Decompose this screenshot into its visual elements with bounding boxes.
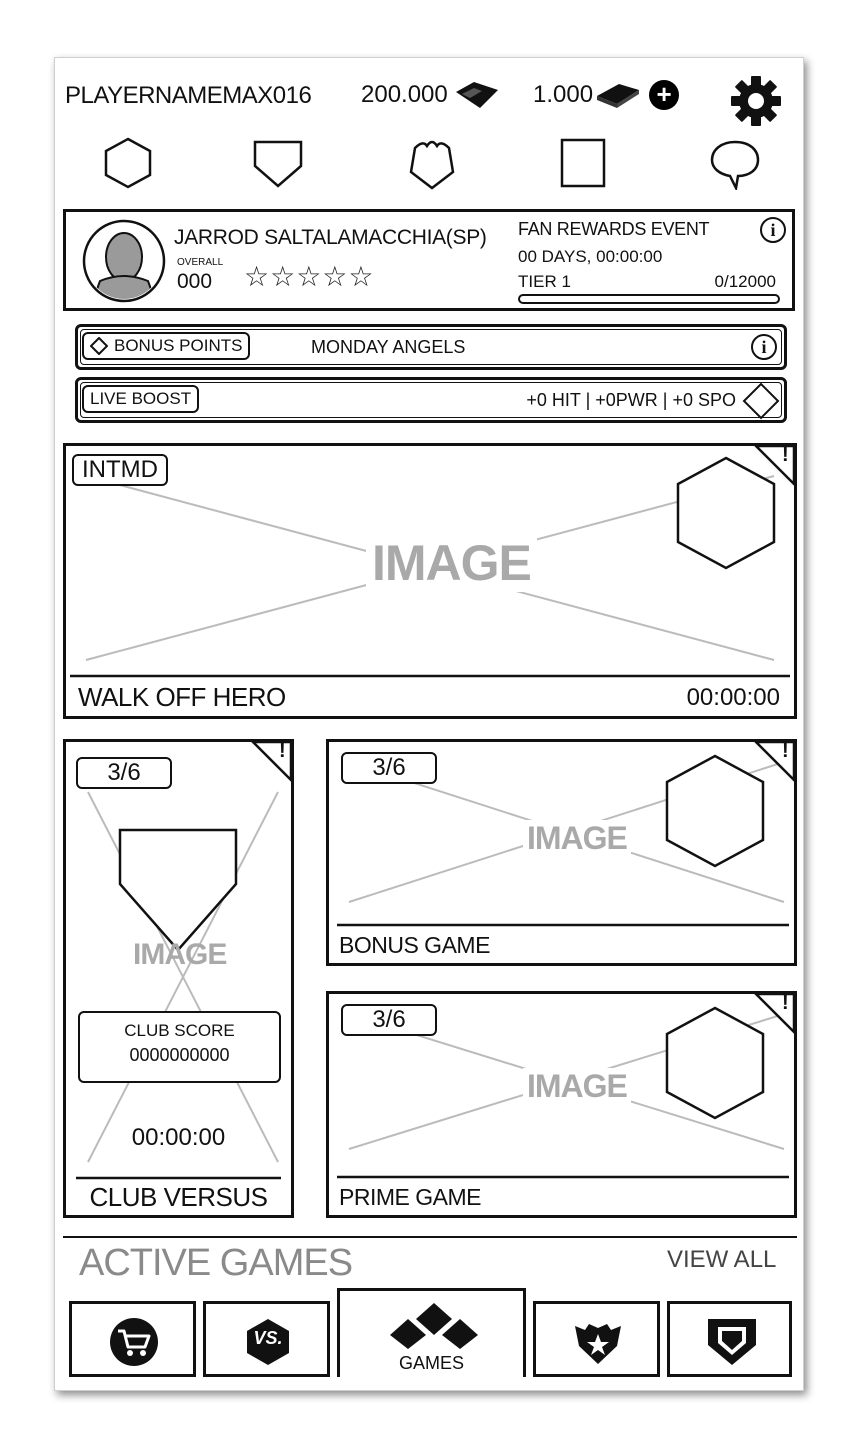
progress-badge: 3/6	[341, 1004, 437, 1036]
home-plate-shield-icon	[706, 1317, 758, 1367]
overall-label: OVERALL	[177, 257, 224, 268]
add-currency-button[interactable]: +	[649, 80, 679, 110]
info-icon[interactable]: i	[760, 217, 786, 243]
alert-icon: !	[782, 740, 789, 762]
progress-badge: 3/6	[76, 757, 172, 789]
event-progress-text: 0/12000	[714, 272, 776, 291]
winged-star-shield-icon	[571, 1316, 625, 1366]
card-timer-text: 00:00:00	[128, 1124, 229, 1151]
games-diamonds-icon	[384, 1301, 484, 1351]
tab-home-plate[interactable]	[667, 1301, 792, 1377]
featured-event-card[interactable]	[63, 443, 797, 719]
shopping-cart-icon	[109, 1317, 159, 1367]
player-name: PLAYERNAMEMAX016	[65, 82, 312, 109]
image-placeholder: IMAGE	[523, 820, 631, 857]
card-title: BONUS GAME	[339, 932, 490, 958]
live-boost-bar[interactable]	[75, 377, 787, 423]
versus-icon-label: VS.	[253, 1328, 283, 1348]
tab-shop[interactable]	[69, 1301, 196, 1377]
boost-stats: +0 HIT | +0PWR | +0 SPO	[526, 390, 736, 410]
progress-badge: 3/6	[341, 752, 437, 784]
club-score-value: 0000000000	[129, 1045, 230, 1065]
currency-b-amount: 1.000	[533, 81, 594, 108]
card-timer: 00:00:00	[686, 684, 780, 711]
event-countdown: 00 DAYS, 00:00:00	[518, 247, 663, 266]
gold-bar-icon	[595, 80, 641, 110]
currency-a	[361, 80, 502, 110]
event-title: FAN REWARDS EVENT	[518, 219, 710, 239]
currency-b	[533, 80, 679, 110]
card-timer	[66, 1124, 291, 1152]
card-title: PRIME GAME	[339, 1184, 481, 1210]
square-icon[interactable]	[556, 136, 610, 190]
club-score-box	[78, 1011, 281, 1083]
overall-value: 000	[177, 270, 213, 293]
club-score-label: CLUB SCORE	[124, 1021, 235, 1040]
diamond-icon	[742, 382, 780, 420]
image-placeholder: IMAGE	[133, 938, 227, 971]
profile-player-name: JARROD SALTALAMACCHIA(SP)	[174, 226, 487, 249]
currency-a-amount: 200.000	[361, 81, 448, 108]
avatar-icon[interactable]	[82, 219, 166, 303]
chat-bubble-icon[interactable]	[708, 136, 762, 190]
settings-gear-icon[interactable]	[729, 74, 783, 128]
view-all-link[interactable]: VIEW ALL	[667, 1246, 777, 1273]
bonus-points-bar[interactable]	[75, 324, 787, 370]
card-title: CLUB VERSUS	[89, 1182, 268, 1212]
tab-versus[interactable]	[203, 1301, 330, 1377]
section-title: ACTIVE GAMES	[79, 1242, 353, 1284]
tab-games[interactable]	[337, 1288, 526, 1377]
image-placeholder: IMAGE	[523, 1068, 631, 1105]
bonus-points-tag	[82, 332, 250, 360]
ticket-icon	[452, 80, 502, 110]
section-divider	[63, 1236, 797, 1238]
club-versus-card[interactable]	[63, 739, 294, 1218]
card-title: WALK OFF HERO	[78, 682, 286, 712]
tab-team[interactable]	[533, 1301, 660, 1377]
star-rating: ☆☆☆☆☆	[244, 261, 375, 292]
live-boost-label: LIVE BOOST	[90, 389, 192, 408]
app-frame	[54, 57, 804, 1391]
event-progress-bar	[518, 294, 780, 304]
alert-icon: !	[782, 992, 789, 1014]
shield-icon[interactable]	[251, 136, 305, 190]
event-tier: TIER 1	[518, 272, 571, 291]
games-tab-label: GAMES	[398, 1353, 464, 1373]
bonus-team-name: MONDAY ANGELS	[311, 337, 466, 357]
hexagon-icon[interactable]	[101, 136, 155, 190]
bonus-info-icon[interactable]: i	[751, 334, 777, 360]
prime-game-card[interactable]	[326, 991, 797, 1218]
live-boost-tag	[82, 385, 199, 413]
diamond-icon	[90, 337, 108, 355]
profile-panel	[63, 209, 795, 311]
alert-icon: !	[279, 740, 286, 762]
bonus-points-label: BONUS POINTS	[114, 336, 243, 355]
image-placeholder: IMAGE	[366, 534, 537, 592]
alert-icon: !	[782, 444, 789, 466]
difficulty-badge: INTMD	[72, 454, 168, 486]
bonus-game-card[interactable]	[326, 739, 797, 966]
badge-icon[interactable]	[405, 136, 459, 190]
